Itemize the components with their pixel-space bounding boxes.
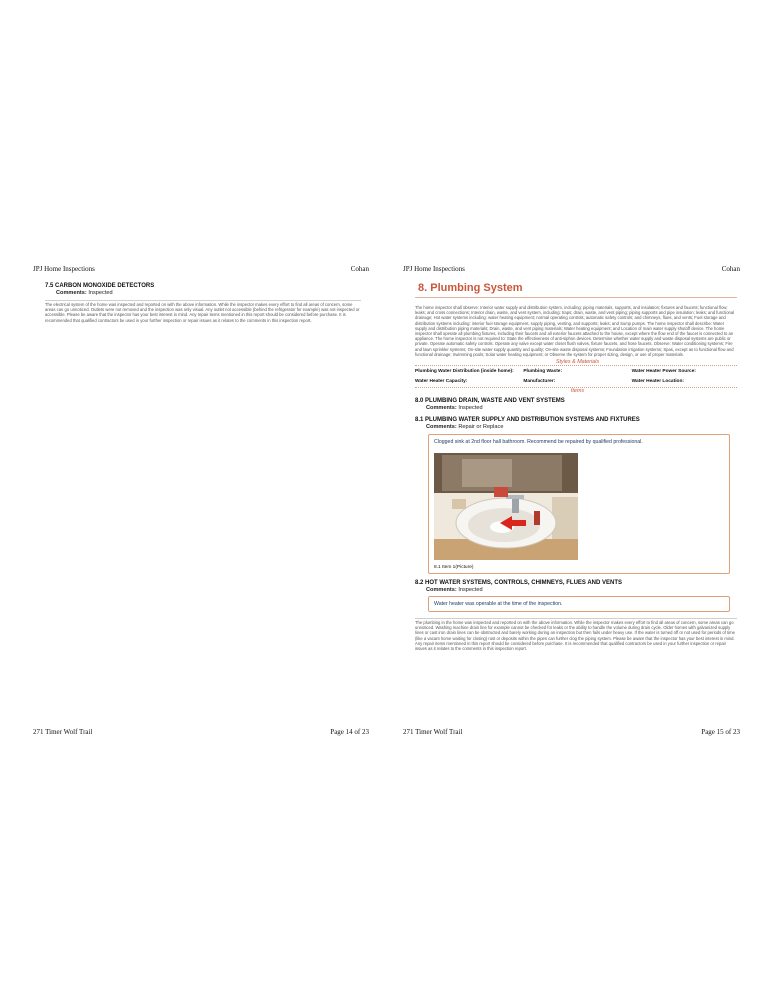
title-divider <box>415 297 737 298</box>
items-heading: Items <box>570 388 585 395</box>
comments-label: Comments: <box>56 290 87 296</box>
client-name: Cohan <box>350 265 369 273</box>
page-number: Page 15 of 23 <box>701 728 740 736</box>
item-note: Clogged sink at 2nd floor hall bathroom. Recommend be repaired by qualified professional. <box>434 439 643 446</box>
styles-materials-heading: Styles & Materials <box>555 359 600 366</box>
styles-field: Water Heater Location: <box>631 379 684 385</box>
property-address: 271 Timer Wolf Trail <box>33 728 93 736</box>
styles-field: Manufacturer: <box>523 379 556 385</box>
photo-caption: 8.1 Item 1(Picture) <box>434 565 474 571</box>
intro-paragraph: The home inspector shall observe: Interior water supply and distribution system, including: piping materials, supports, and insulation; fixtures and faucets; functional flow; leaks; and cross connections; Interior drain, waste, and vent system, including: traps; drain, waste, and vent piping; piping supports and pipe insulation; leaks; and functional drainage; Hot water systems including: water heating equipment; normal operating controls; automatic safety controls; and chimneys, flues, and vents; Fuel storage and distribution systems including: interior fuel storage equipment, supply piping, venting, and supports; leaks; and Sump pumps. The home inspector shall describe: Water supply and distribution piping materials; Drain, waste, and vent piping materials; Water heating equipment; and Location of main water supply shutoff device. The home inspector shall operate all plumbing fixtures, including their faucets and all exterior faucets attached to the house, except where the flow end of the faucet is connected to an appliance. The home inspector is not required to: State the effectiveness of anti-siphon devices. Determine whether water supply and waste disposal systems are public or private. Operate automatic safety controls. Operate any valve except water closet flush valves, fixture faucets, and hose faucets. Observe: Water conditioning systems; Fire and lawn sprinkler systems; On-site water supply quantity and quality; On-site waste disposal systems; Foundation irrigation systems; Spas, except as to functional flow and functional drainage; Swimming pools; Solar water heating equipment; or Observe the system for proper sizing, design, or use of proper materials. <box>415 305 735 357</box>
inspection-item <box>403 417 740 574</box>
report-page-14 <box>33 262 369 740</box>
styles-row <box>415 378 740 385</box>
chapter-title: 8. Plumbing System <box>418 282 523 294</box>
inspection-item <box>403 398 740 411</box>
item-note: Water heater was operable at the time of the inspection. <box>434 601 563 608</box>
inspection-item <box>403 580 740 612</box>
styles-field: Plumbing Water Distribution (inside home): <box>415 369 514 375</box>
comments-line <box>426 587 740 593</box>
page-footer <box>403 728 740 736</box>
comments-value: Inspected <box>88 290 113 296</box>
comments-line <box>426 424 740 430</box>
section-title: 7.5 CARBON MONOXIDE DETECTORS <box>45 283 155 289</box>
closing-paragraph: The plumbing in the home was inspected and reported on with the above information. While the inspector makes every effort to find all areas of concern, some areas can go unnoticed. Washing machine drain line for example cannot be checked for leaks or the ability to handle the volume during drain cycle. Older homes with galvanized supply lines or cast iron drain lines can be obstructed and barely working during an inspection but then fails under heavy use. If the water is turned off or not used for periods of time (like a vacant home waiting for closing) rust or deposits within the pipes can further clog the piping system. Please be aware that the inspector has your best interest in mind. Any repair items mentioned in this report should be considered before purchase. It is recommended that qualified contractors be used in your further inspection or repair issues as it relates to the comments in this inspection report. <box>415 620 735 652</box>
summary-paragraph: The electrical system of the home was inspected and reported on with the above information. While the inspector makes every effort to find all areas of concern, some areas can go unnoticed. Outlets were not removed and the inspection was only visual. Any outlet not accessible (behind the refrigerator for example) was not inspected or accessible. Please be aware that the inspector has your best interest in mind. Any repair items mentioned in this report should be considered before purchase. It is recommended that qualified contractors be used in your further inspection or repair issues as it relates to the comments in this inspection report. <box>45 302 360 323</box>
item-photo <box>434 453 724 562</box>
company-name: JPJ Home Inspections <box>33 265 95 273</box>
comments-label: Comments: <box>426 587 457 594</box>
page-header <box>403 265 740 273</box>
item-note-box <box>428 434 730 574</box>
comments-label: Comments: <box>426 424 457 431</box>
closing-divider <box>415 618 737 619</box>
item-title: 8.2 HOT WATER SYSTEMS, CONTROLS, CHIMNEYS, FLUES AND VENTS <box>415 580 623 587</box>
comments-label: Comments: <box>426 405 457 412</box>
section-divider <box>45 300 361 301</box>
comments-value: Repair or Replace <box>458 424 504 431</box>
styles-divider <box>415 365 737 366</box>
styles-field: Water Heater Power Source: <box>631 369 696 375</box>
client-name: Cohan <box>721 265 740 273</box>
styles-field: Water Heater Capacity: <box>415 379 468 385</box>
comments-line <box>426 405 740 411</box>
page-header <box>33 265 369 273</box>
comments-line <box>56 290 369 296</box>
comments-value: Inspected <box>458 587 483 594</box>
page-number: Page 14 of 23 <box>330 728 369 736</box>
item-title: 8.0 PLUMBING DRAIN, WASTE AND VENT SYSTEMS <box>415 398 565 405</box>
styles-row <box>415 368 740 375</box>
page-footer <box>33 728 369 736</box>
property-address: 271 Timer Wolf Trail <box>403 728 463 736</box>
item-title: 8.1 PLUMBING WATER SUPPLY AND DISTRIBUTION SYSTEMS AND FIXTURES <box>415 417 640 424</box>
item-note-box <box>428 596 730 612</box>
styles-field: Plumbing Waste: <box>523 369 563 375</box>
company-name: JPJ Home Inspections <box>403 265 465 273</box>
comments-value: Inspected <box>458 405 483 412</box>
sink-photo <box>434 453 578 560</box>
report-page-15 <box>403 262 740 740</box>
